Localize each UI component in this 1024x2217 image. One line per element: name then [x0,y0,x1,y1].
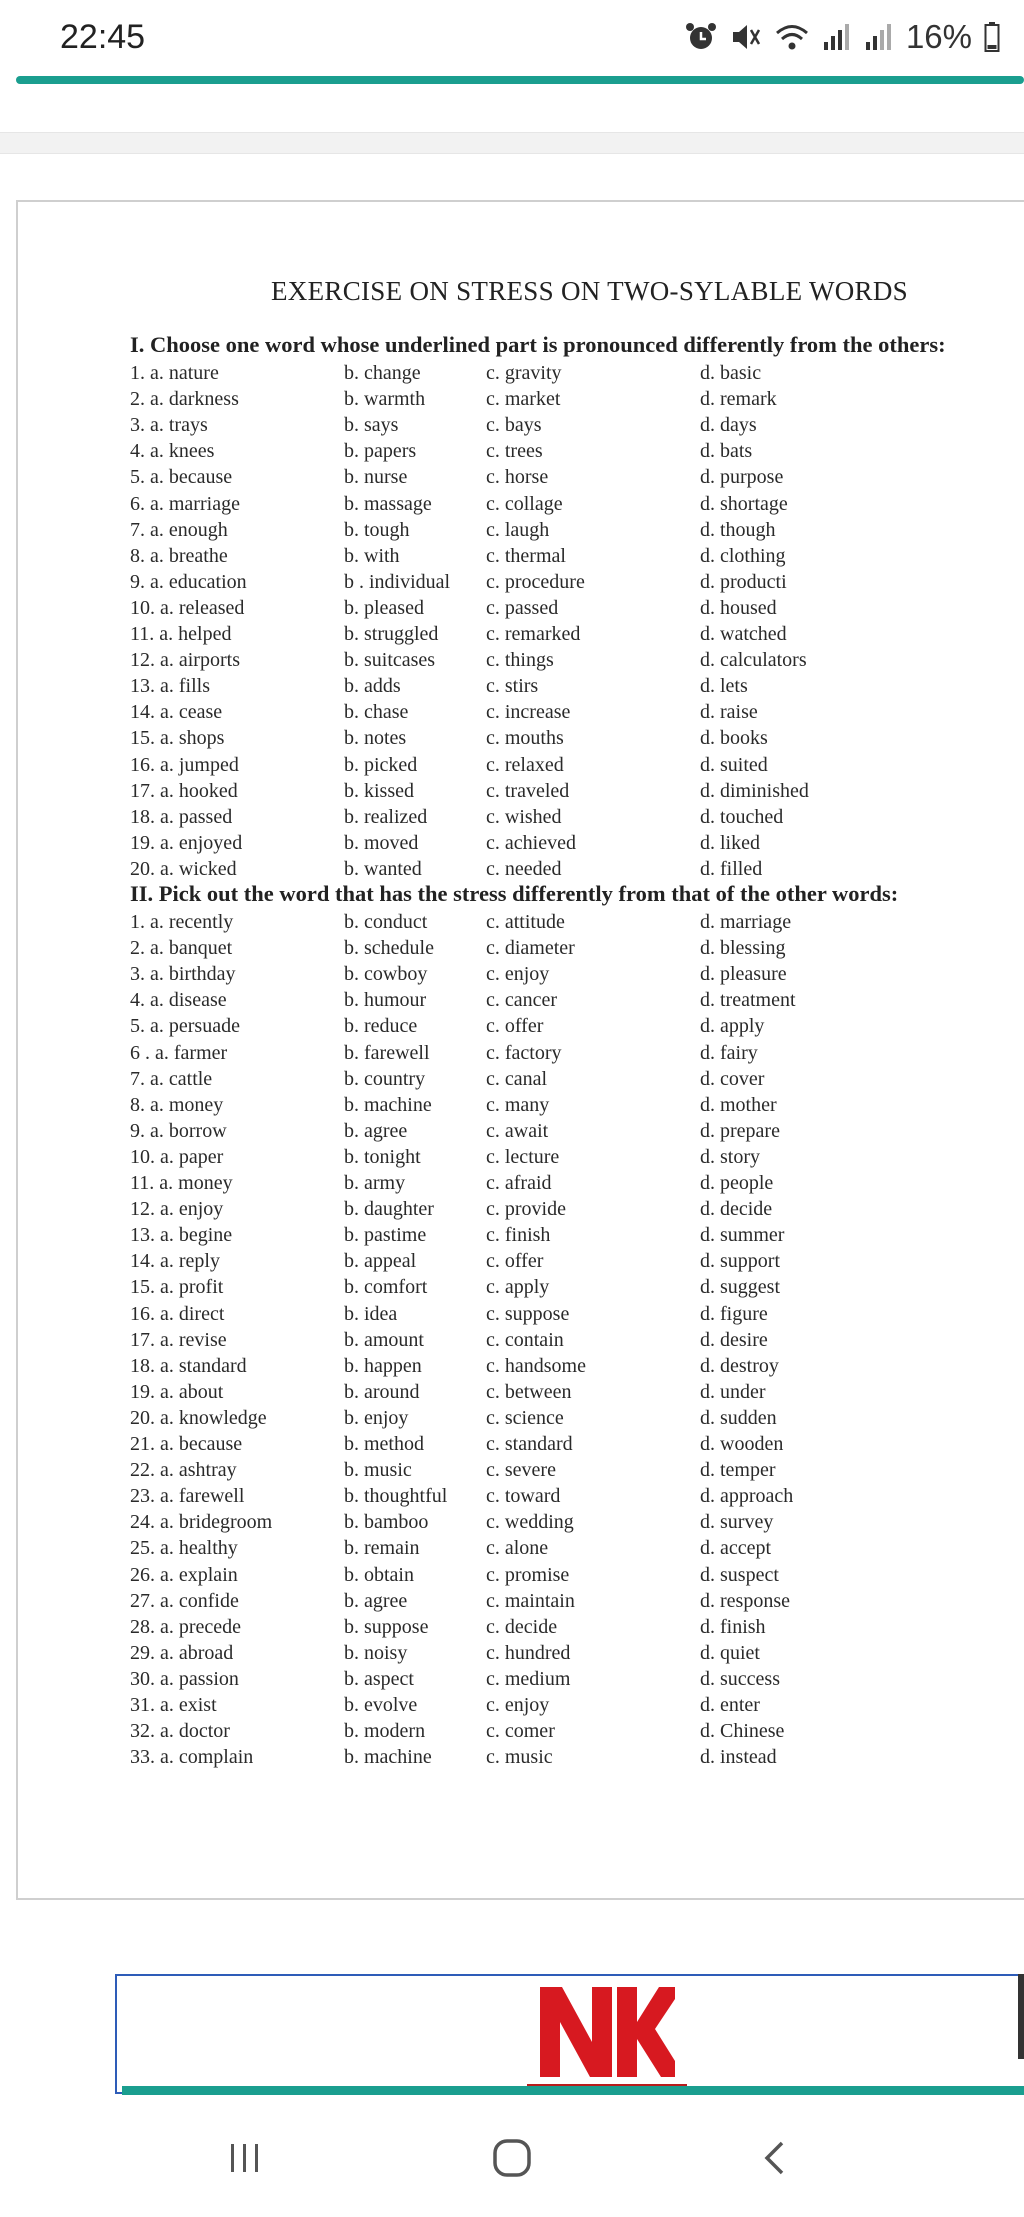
question-row [130,1146,1010,1172]
option-b: b. reduce [344,1015,418,1038]
question-row [130,649,1010,675]
option-d: d. watched [700,623,787,645]
option-b: b. modern [344,1720,426,1743]
option-d: d. wooden [700,1433,784,1455]
home-icon [490,2136,534,2180]
option-b: b. conduct [344,911,428,933]
option-c: c. offer [486,1250,544,1273]
option-d: d. destroy [700,1354,779,1377]
document-title: EXERCISE ON STRESS ON TWO-SYLABLE WORDS [271,276,908,306]
question-row [130,754,1010,780]
question-row [130,1042,1010,1068]
option-a: 31. a. exist [130,1694,217,1716]
option-a: 1. a. recently [130,911,234,933]
option-a: 29. a. abroad [130,1641,234,1664]
option-c: c. promise [486,1563,570,1586]
option-d: d. quiet [700,1641,760,1664]
option-a: 21. a. because [130,1433,243,1455]
option-c: c. finish [486,1224,551,1247]
question-row [130,1381,1010,1407]
question-row [130,1746,1010,1772]
option-b: b. chase [344,701,409,724]
option-c: c. wedding [486,1511,574,1534]
option-a: 28. a. precede [130,1615,242,1638]
option-c: c. offer [486,1015,544,1038]
option-a: 15. a. shops [130,727,225,750]
option-a: 16. a. jumped [130,753,239,776]
question-row [130,1120,1010,1146]
option-b: b. noisy [344,1641,408,1664]
question-row [130,1590,1010,1616]
option-d: d. suited [700,753,768,776]
question-row [130,545,1010,571]
option-c: c. attitude [486,911,565,933]
question-row [130,963,1010,989]
battery-percent: 16% [905,18,972,55]
option-b: b. papers [344,440,417,463]
option-b: b. tough [344,518,410,541]
question-row [130,1329,1010,1355]
option-b: b. around [344,1380,420,1403]
option-d: d. touched [700,805,784,828]
option-c: c. alone [486,1537,549,1560]
option-a: 5. a. persuade [130,1015,240,1038]
option-b: b. kissed [344,779,414,802]
option-d: d. temper [700,1459,776,1482]
option-c: c. science [486,1406,564,1429]
option-c: c. hundred [486,1641,571,1664]
option-a: 30. a. passion [130,1667,239,1690]
option-c: c. collage [486,492,563,515]
option-d: d. suggest [700,1276,780,1299]
option-a: 20. a. knowledge [130,1406,267,1429]
recent-apps-button[interactable] [215,2128,275,2188]
option-a: 14. a. cease [130,701,223,724]
option-b: b. obtain [344,1563,414,1586]
question-row [130,1355,1010,1381]
option-b: b. pleased [344,596,424,619]
question-row [130,832,1010,858]
option-a: 4. a. disease [130,989,227,1012]
option-c: c. mouths [486,727,564,750]
option-d: d. marriage [700,911,792,933]
option-a: 4. a. knees [130,440,215,463]
option-b: b. suitcases [344,649,436,672]
option-c: c. await [486,1119,549,1142]
option-a: 23. a. farewell [130,1485,245,1508]
option-a: 33. a. complain [130,1746,254,1769]
navigation-bar [0,2098,1024,2217]
option-d: d. response [700,1589,790,1612]
option-a: 8. a. money [130,1093,224,1116]
option-d: d. enter [700,1694,760,1716]
option-c: c. factory [486,1041,562,1064]
option-c: c. relaxed [486,753,564,776]
question-row [130,1303,1010,1329]
option-d: d. blessing [700,937,786,960]
option-b: b. agree [344,1119,408,1142]
option-d: d. filled [700,857,763,880]
option-b: b. pastime [344,1224,427,1247]
option-a: 32. a. doctor [130,1720,230,1743]
option-d: d. days [700,414,757,437]
option-c: c. handsome [486,1354,586,1377]
question-row [130,1224,1010,1250]
option-b: b. warmth [344,388,426,411]
option-a: 2. a. banquet [130,937,233,960]
option-b: b. with [344,544,400,567]
status-icons [684,18,1000,56]
option-a: 13. a. begine [130,1224,233,1247]
option-d: d. prepare [700,1119,780,1142]
battery-icon [984,21,1000,53]
option-c: c. toward [486,1485,561,1508]
option-c: c. cancer [486,989,558,1012]
option-a: 19. a. enjoyed [130,831,243,854]
question-row [130,1250,1010,1276]
option-a: 3. a. birthday [130,963,236,986]
option-d: d. lets [700,675,748,698]
option-a: 20. a. wicked [130,857,237,880]
question-row [130,989,1010,1015]
option-c: c. lecture [486,1145,560,1168]
question-row [130,1485,1010,1511]
option-b: b. says [344,414,399,437]
bottom-progress-line [122,2086,1024,2095]
option-c: c. achieved [486,831,576,854]
option-d: d. producti [700,570,787,593]
option-d: d. apply [700,1015,765,1038]
option-a: 18. a. passed [130,805,233,828]
option-b: b. idea [344,1302,398,1325]
option-a: 8. a. breathe [130,544,228,567]
option-b: b . individual [344,570,451,593]
option-d: d. calculators [700,649,807,672]
option-d: d. pleasure [700,963,787,986]
status-time: 22:45 [60,18,146,56]
option-c: c. decide [486,1615,558,1638]
option-c: c. laugh [486,518,550,541]
option-b: b. notes [344,727,407,750]
option-c: c. canal [486,1067,548,1090]
back-icon [755,2138,795,2178]
option-c: c. medium [486,1667,571,1690]
option-a: 9. a. borrow [130,1119,227,1142]
option-d: d. support [700,1250,780,1273]
option-b: b. army [344,1172,406,1194]
option-b: b. picked [344,753,418,776]
option-c: c. traveled [486,779,570,802]
question-row [130,1459,1010,1485]
option-d: d. purpose [700,466,784,489]
option-a: 13. a. fills [130,675,210,698]
question-row [130,1015,1010,1041]
option-b: b. enjoy [344,1406,409,1429]
option-c: c. needed [486,857,562,880]
option-b: b. thoughtful [344,1485,448,1508]
question-row [130,1564,1010,1590]
option-d: d. success [700,1667,780,1690]
question-row [130,493,1010,519]
option-d: d. basic [700,362,762,384]
option-d: d. instead [700,1746,777,1769]
option-a: 7. a. cattle [130,1067,213,1090]
question-row [130,780,1010,806]
question-row [130,519,1010,545]
option-a: 22. a. ashtray [130,1459,237,1482]
question-row [130,362,1010,388]
option-b: b. comfort [344,1276,428,1299]
option-a: 1. a. nature [130,362,219,384]
option-c: c. provide [486,1198,566,1221]
home-button[interactable] [482,2128,542,2188]
status-bar [0,0,1024,78]
option-d: d. books [700,727,768,750]
option-d: d. mother [700,1093,777,1116]
option-d: d. desire [700,1328,768,1351]
option-a: 27. a. confide [130,1589,239,1612]
option-d: d. story [700,1145,760,1168]
question-row [130,701,1010,727]
option-d: d. sudden [700,1406,777,1429]
option-b: b. struggled [344,623,439,645]
question-row [130,1094,1010,1120]
option-c: c. passed [486,596,559,619]
option-c: c. gravity [486,362,562,384]
option-c: c. enjoy [486,1694,550,1716]
option-b: b. adds [344,675,401,698]
option-a: 11. a. money [130,1172,233,1194]
option-a: 7. a. enough [130,518,228,541]
option-c: c. wished [486,805,562,828]
option-d: d. people [700,1172,774,1194]
question-row [130,1511,1010,1537]
option-b: b. change [344,362,421,384]
mute-icon [730,21,762,53]
option-b: b. moved [344,831,419,854]
option-a: 11. a. helped [130,623,232,645]
option-b: b. happen [344,1354,422,1377]
option-d: d. accept [700,1537,772,1560]
option-b: b. daughter [344,1198,434,1221]
option-b: b. country [344,1067,426,1090]
option-c: c. music [486,1746,553,1769]
option-c: c. contain [486,1328,564,1351]
option-b: b. wanted [344,857,422,880]
option-b: b. cowboy [344,963,428,986]
section-1-heading: I. Choose one word whose underlined part is pronounced differently from the others: [130,332,946,357]
option-c: c. procedure [486,570,585,593]
signal-icon-2 [864,22,894,52]
option-b: b. nurse [344,466,408,489]
option-d: d. cover [700,1067,765,1090]
option-d: d. clothing [700,544,786,567]
option-d: d. approach [700,1485,794,1508]
question-row [130,1616,1010,1642]
option-b: b. realized [344,805,428,828]
option-c: c. remarked [486,623,581,645]
option-c: c. afraid [486,1172,552,1194]
option-d: d. under [700,1380,766,1403]
option-c: c. suppose [486,1302,570,1325]
option-d: d. fairy [700,1041,758,1064]
option-b: b. suppose [344,1615,429,1638]
question-row [130,623,1010,649]
option-a: 14. a. reply [130,1250,220,1273]
scroll-indicator [1018,1974,1024,2059]
option-b: b. humour [344,989,427,1012]
option-b: b. agree [344,1589,408,1612]
option-c: c. comer [486,1720,555,1743]
option-a: 3. a. trays [130,414,208,437]
question-row [130,440,1010,466]
option-a: 2. a. darkness [130,388,239,411]
question-row [130,675,1010,701]
option-a: 15. a. profit [130,1276,224,1299]
option-c: c. between [486,1380,572,1403]
option-a: 16. a. direct [130,1302,225,1325]
option-b: b. music [344,1459,412,1482]
option-c: c. increase [486,701,571,724]
option-a: 9. a. education [130,570,247,593]
option-a: 6. a. marriage [130,492,240,515]
option-a: 17. a. revise [130,1328,227,1351]
option-b: b. farewell [344,1041,430,1064]
option-c: c. stirs [486,675,539,698]
option-a: 17. a. hooked [130,779,238,802]
question-row [130,1172,1010,1198]
option-b: b. bamboo [344,1511,429,1534]
option-d: d. liked [700,831,760,854]
option-c: c. maintain [486,1589,575,1612]
option-c: c. standard [486,1433,573,1455]
option-c: c. apply [486,1276,550,1299]
option-d: d. housed [700,596,777,619]
option-a: 5. a. because [130,466,233,489]
option-a: 12. a. airports [130,649,240,672]
option-c: c. enjoy [486,963,550,986]
option-b: b. method [344,1433,424,1455]
option-b: b. schedule [344,937,434,960]
question-row [130,414,1010,440]
question-row [130,466,1010,492]
alarm-icon [684,21,718,53]
option-b: b. amount [344,1328,424,1351]
section-2-heading: II. Pick out the word that has the stress differently from that of the other words: [130,881,899,906]
question-row [130,1276,1010,1302]
option-b: b. evolve [344,1694,418,1716]
question-row [130,806,1010,832]
question-row [130,858,1010,884]
option-c: c. severe [486,1459,556,1482]
option-a: 24. a. bridegroom [130,1511,273,1534]
option-a: 26. a. explain [130,1563,238,1586]
option-b: b. machine [344,1093,432,1116]
option-a: 6 . a. farmer [130,1041,228,1064]
question-row [130,1407,1010,1433]
option-a: 12. a. enjoy [130,1198,224,1221]
option-c: c. market [486,388,561,411]
question-row [130,571,1010,597]
option-d: d. raise [700,701,758,724]
option-b: b. remain [344,1537,420,1560]
question-row [130,1068,1010,1094]
recent-apps-icon [225,2138,265,2178]
option-a: 10. a. released [130,596,245,619]
question-row [130,1694,1010,1720]
wifi-icon [774,22,810,52]
option-d: d. summer [700,1224,785,1247]
option-b: b. massage [344,492,432,515]
option-a: 10. a. paper [130,1145,224,1168]
option-b: b. machine [344,1746,432,1769]
option-d: d. decide [700,1198,773,1221]
option-d: d. treatment [700,989,796,1012]
option-d: d. diminished [700,779,809,802]
question-row [130,1720,1010,1746]
option-b: b. appeal [344,1250,417,1273]
signal-icon [822,22,852,52]
option-c: c. many [486,1093,550,1116]
option-c: c. diameter [486,937,575,960]
option-d: d. figure [700,1302,768,1325]
option-b: b. tonight [344,1145,421,1168]
progress-line [16,76,1024,84]
back-button[interactable] [745,2128,805,2188]
question-row [130,1668,1010,1694]
option-d: d. shortage [700,492,788,515]
option-d: d. Chinese [700,1720,785,1743]
option-d: d. remark [700,388,777,411]
option-a: 19. a. about [130,1380,224,1403]
toolbar-band [0,132,1024,154]
option-b: b. aspect [344,1667,414,1690]
option-d: d. suspect [700,1563,779,1586]
option-c: c. things [486,649,554,672]
option-a: 18. a. standard [130,1354,247,1377]
option-d: d. survey [700,1511,774,1534]
option-d: d. finish [700,1615,766,1638]
option-d: d. though [700,518,776,541]
question-row [130,388,1010,414]
question-row [130,1198,1010,1224]
option-d: d. bats [700,440,753,463]
option-c: c. trees [486,440,543,463]
question-row [130,1642,1010,1668]
question-row [130,937,1010,963]
ad-logo [535,1982,675,2087]
question-row [130,1433,1010,1459]
option-a: 25. a. healthy [130,1537,238,1560]
ad-banner[interactable] [115,1974,1024,2094]
option-c: c. bays [486,414,542,437]
question-row [130,597,1010,623]
option-c: c. thermal [486,544,566,567]
option-c: c. horse [486,466,549,489]
question-row [130,1537,1010,1563]
question-row [130,911,1010,937]
question-row [130,727,1010,753]
